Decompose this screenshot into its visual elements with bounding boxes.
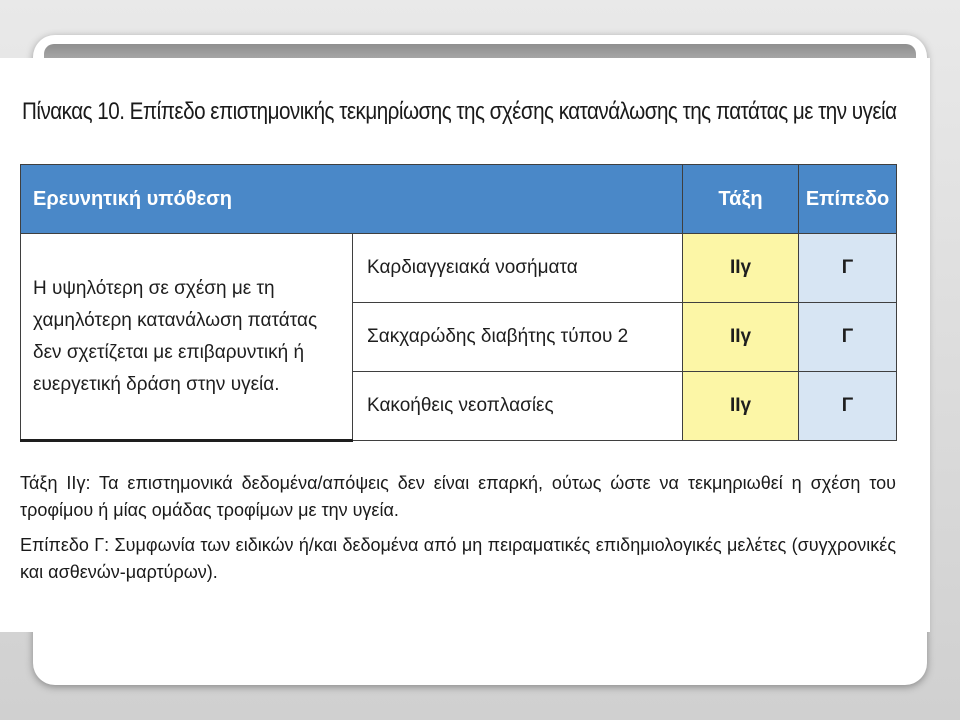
outcome-cell: Καρδιαγγειακά νοσήματα — [353, 234, 683, 303]
outcome-cell: Κακοήθεις νεοπλασίες — [353, 372, 683, 441]
rank-cell: IIγ — [683, 234, 799, 303]
table-notes — [20, 470, 896, 594]
table-header-row — [21, 165, 897, 234]
evidence-table — [20, 164, 897, 442]
level-cell: Γ — [799, 234, 897, 303]
level-cell: Γ — [799, 303, 897, 372]
slide-content — [0, 58, 930, 632]
header-level: Επίπεδο — [799, 165, 897, 234]
rank-cell: IIγ — [683, 372, 799, 441]
rank-cell: IIγ — [683, 303, 799, 372]
table-title: Πίνακας 10. Επίπεδο επιστημονικής τεκμηρίωσης της σχέσης κατανάλωσης της πατάτας με την υγεία — [22, 98, 897, 125]
header-rank: Τάξη — [683, 165, 799, 234]
header-hypothesis: Ερευνητική υπόθεση — [21, 165, 683, 234]
outcome-cell: Σακχαρώδης διαβήτης τύπου 2 — [353, 303, 683, 372]
level-cell: Γ — [799, 372, 897, 441]
table-row — [21, 234, 897, 303]
hypothesis-cell: Η υψηλότερη σε σχέση με τη χαμηλότερη κατανάλωση πατάτας δεν σχετίζεται με επιβαρυντική ή ευεργετική δράση στην υγεία. — [21, 234, 353, 441]
rank-note: Τάξη IIγ: Τα επιστημονικά δεδομένα/απόψεις δεν είναι επαρκή, ούτως ώστε να τεκμηριωθεί η σχέση του τροφίμου ή μίας ομάδας τροφίμων με την υγεία. — [20, 473, 896, 520]
level-note: Επίπεδο Γ: Συμφωνία των ειδικών ή/και δεδομένα από μη πειραματικές επιδημιολογικές μελέτες (συγχρονικές και ασθενών-μαρτύρων). — [20, 535, 896, 582]
